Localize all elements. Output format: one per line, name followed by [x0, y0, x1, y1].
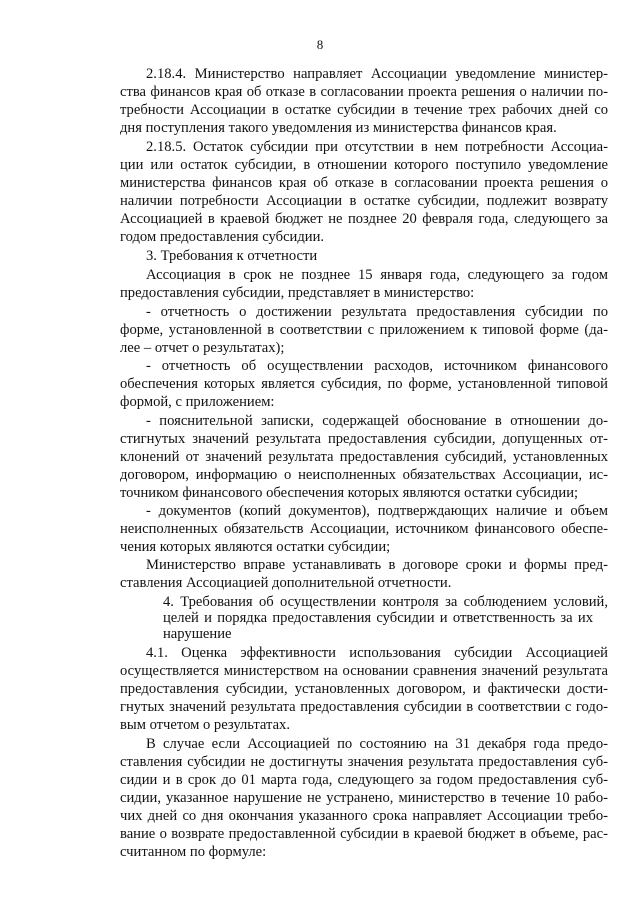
text-line: ставления Ассоциацией дополнительной отчетности. [120, 575, 452, 591]
text-line: 2.18.4. Министерство направляет Ассоциации уведомление министер- [146, 66, 608, 82]
text-line: вым отчетом о результатах. [120, 717, 290, 733]
text-line: гнутых значений результата предоставления субсидии в соответствии с годо- [120, 699, 608, 715]
text-line: - пояснительной записки, содержащей обоснование в отношении до- [146, 413, 608, 429]
text-line: министерства финансов края об отказе в согласовании проекта решения о [120, 175, 608, 191]
text-line: клонений от значений результата предоставления субсидий, установленных [120, 449, 608, 465]
text-line: формой, с приложением: [120, 394, 275, 410]
text-line: стигнутых значений результата предоставления субсидии, допущенных от- [120, 431, 608, 447]
text-line: ции или остаток субсидии, в отношении которого поступило уведомление [120, 157, 608, 173]
text-line: ства финансов края об отказе в согласовании проекта решения о наличии по- [120, 84, 608, 100]
text-line: - отчетность об осуществлении расходов, источником финансового [146, 358, 608, 374]
heading-line: нарушение [163, 626, 232, 642]
text-line: осуществляется министерством на основании сравнения значений результата [120, 663, 608, 679]
text-line: вание о возврате предоставленной субсидии в краевой бюджет в объеме, рас- [120, 826, 608, 842]
text-line: неисполненных обязательств Ассоциации, источником финансового обеспе- [120, 521, 608, 537]
text-line: - документов (копий документов), подтверждающих наличие и объем [146, 503, 608, 519]
text-line: 2.18.5. Остаток субсидии при отсутствии в нем потребности Ассоциа- [146, 139, 608, 155]
text-line: В случае если Ассоциацией по состоянию на 31 декабря года предо- [146, 736, 608, 752]
text-line: ставления субсидии не достигнуты значения результата предоставления суб- [120, 754, 608, 770]
text-line: сидии и в срок до 01 марта года, следующего за годом предоставления суб- [120, 772, 608, 788]
text-line: наличии потребности Ассоциации в остатке субсидии, подлежит возврату [120, 193, 608, 209]
section-heading-3: 3. Требования к отчетности [146, 248, 318, 264]
text-line: требности Ассоциации в остатке субсидии в течение трех рабочих дней со [120, 102, 608, 118]
text-line: считанном по формуле: [120, 844, 267, 860]
text-line: обеспечения которых является субсидия, по форме, установленной типовой [120, 376, 608, 392]
text-line: предоставления субсидии, представляет в министерство: [120, 285, 475, 301]
page-number: 8 [316, 37, 324, 52]
text-line: 4.1. Оценка эффективности использования субсидии Ассоциацией [146, 645, 608, 661]
text-line: дня поступления такого уведомления из министерства финансов края. [120, 120, 557, 136]
text-line: чих дней со дня окончания указанного срока направляет Ассоциации требо- [120, 808, 608, 824]
text-line: лее – отчет о результатах); [120, 340, 285, 356]
heading-line: 4. Требования об осуществлении контроля за соблюдением условий, [163, 594, 608, 610]
text-line: предоставления субсидии, установленных договором, и фактически дости- [120, 681, 608, 697]
text-line: точником финансового обеспечения которых являются остатки субсидии; [120, 485, 579, 501]
heading-line: целей и порядка предоставления субсидии и ответственность за их [163, 610, 593, 626]
text-line: Ассоциация в срок не позднее 15 января года, следующего за годом [146, 267, 608, 283]
text-line: сидии, указанное нарушение не устранено, министерство в течение 10 рабо- [120, 790, 608, 806]
text-line: форме, установленной в соответствии с приложением к типовой форме (да- [120, 322, 608, 338]
text-line: Министерство вправе устанавливать в договоре сроки и формы пред- [146, 557, 608, 573]
text-line: Ассоциацией в краевой бюджет не позднее 20 февраля года, следующего за [120, 211, 608, 227]
text-line: - отчетность о достижении результата предоставления субсидии по [146, 304, 608, 320]
text-line: договором, информацию о неисполненных обязательствах Ассоциации, ис- [120, 467, 608, 483]
text-line: годом предоставления субсидии. [120, 229, 325, 245]
text-line: чения которых являются остатки субсидии; [120, 539, 391, 555]
